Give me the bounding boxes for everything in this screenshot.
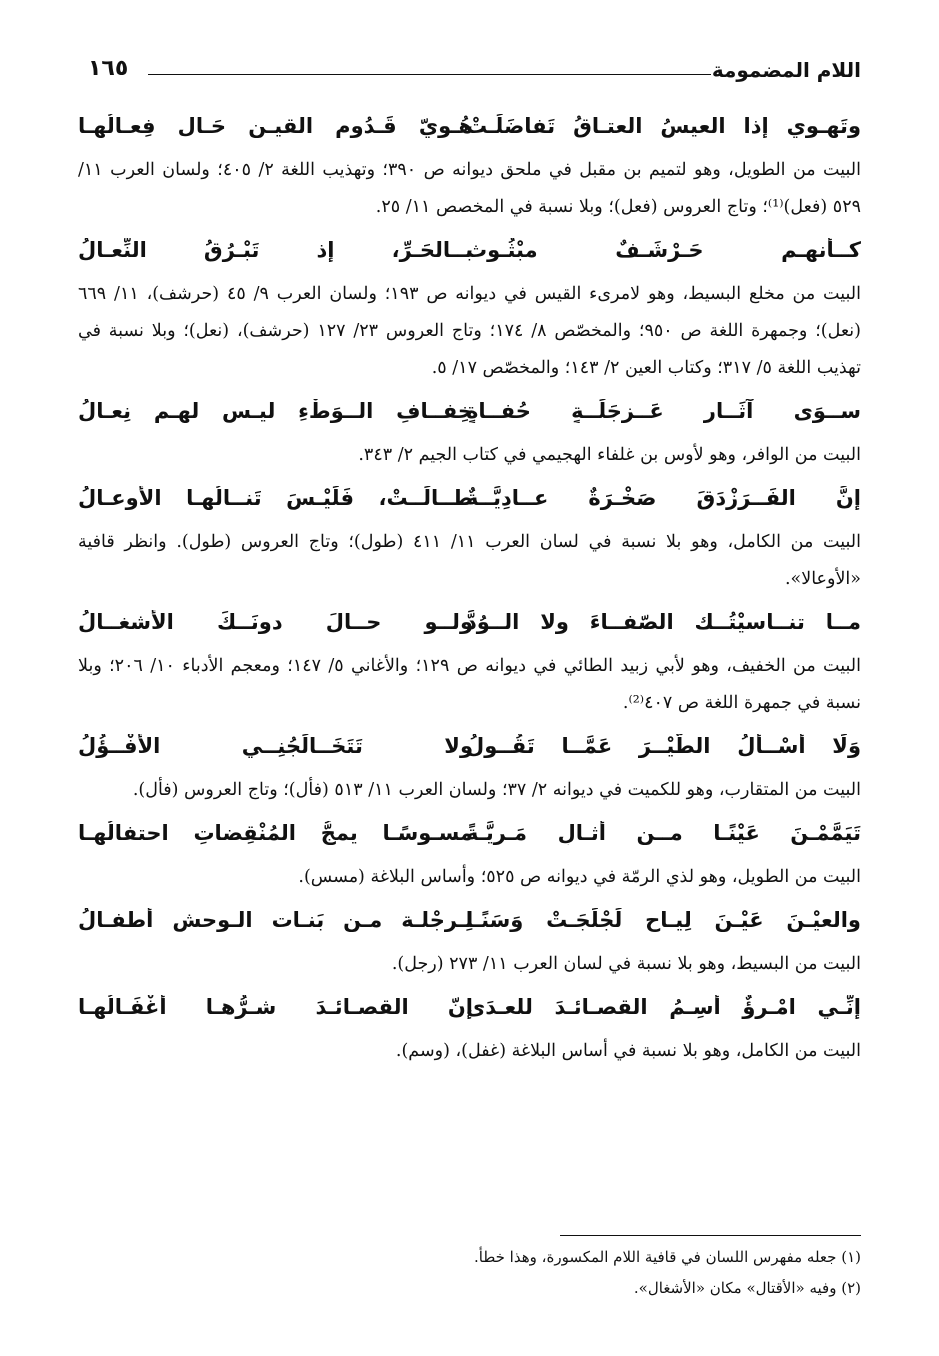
verse <box>78 480 861 524</box>
verse <box>78 815 861 859</box>
entries <box>78 108 861 1076</box>
verse <box>78 232 861 276</box>
footnote-rule <box>560 1235 861 1236</box>
verse <box>78 604 861 648</box>
entry <box>78 728 861 809</box>
verse-second-hemistich: مسـوسًـا يمجُّ المُنْقِضاتِ احتفالُهـا <box>78 821 473 845</box>
verse-note: البيت من الطويل، وهو لذي الرمّة في ديوانه ص ٥٢٥؛ وأساس البلاغة (مسس). <box>298 867 861 887</box>
entry <box>78 815 861 896</box>
verse-first-hemistich: إنِّـي امْـرؤٌ أَسِـمُ القصـائـدَ للعـدَى <box>466 995 861 1019</box>
verse-note: البيت من الكامل، وهو بلا نسبة في أساس البلاغة (غفل)، (وسم). <box>395 1041 861 1061</box>
verse-first-hemistich: إنَّ الفَــرَزْدَقَ صَخْـرَةٌ عــادِيَّــةٌ <box>466 486 861 510</box>
verse-first-hemistich: مــا تنــاسيْتُــك الصّفــاءَ ولا الــوُدَّ <box>466 610 861 634</box>
entry <box>78 604 861 722</box>
verse-first-hemistich: تَيَمَّمْـنَ عَيْنًـا مــن أُثـالٍ مَـرِيَّـةً <box>466 821 861 845</box>
chapter-title: اللام المضمومة <box>711 58 861 82</box>
verse-note: البيت من المتقارب، وهو للكميت في ديوانه ٢/ ٣٧؛ ولسان العرب ١١/ ٥١٣ (فأل)؛ وتاج العروس (فأل). <box>132 780 861 800</box>
verse <box>78 108 861 152</box>
verse-first-hemistich: ســوَى آثَــارِ عَــزجَلَــةٍ حُفــاةٍ <box>466 399 861 423</box>
verse <box>78 393 861 437</box>
footnote: (١) جعله مفهرس اللسان في قافية اللام المكسورة، وهذا خطأ. <box>473 1248 861 1266</box>
verse-note: البيت من الكامل، وهو بلا نسبة في لسان العرب ١١/ ٤١١ (طول)؛ وتاج العروس (طول). وانظر قافية «الأوعالا». <box>78 532 861 589</box>
verse-note: البيت من البسيط، وهو بلا نسبة في لسان العرب ١١/ ٢٧٣ (رجل). <box>391 954 861 974</box>
verse-second-hemistich: ولا تَتَخَــالَجُنِــي الأَفْــؤُلُ <box>78 734 473 758</box>
page-header <box>88 58 861 94</box>
entry <box>78 232 861 387</box>
verse-note: البيت من الطويل، وهو لتميم بن مقبل في ملحق ديوانه ص ٣٩٠؛ وتهذيب اللغة ٢/ ٤٠٥؛ ولسان العرب ١١/ ٥٢٩ (فعل)⁽¹⁾؛ وتاج العروس (فعل)؛ وبلا نسبة في المخصص ١١/ ٢٥. <box>78 160 861 217</box>
verse-first-hemistich: وتَهـوي إذا العيسُ العتـاقُ تَفاضَلَـتْ <box>466 114 861 138</box>
verse-second-hemistich: بــالحَـرِّ، إذ تَبْـرُقُ النِّعـالُ <box>78 238 473 262</box>
entry <box>78 108 861 226</box>
entry <box>78 902 861 983</box>
verse-first-hemistich: كــأنهـم حَـرْشَـفٌ مبْثُـوث <box>466 238 861 262</box>
footnotes <box>78 1242 861 1304</box>
verse-second-hemistich: خِفــافِ الــوَطْءِ ليـس لهـم نِعـالُ <box>78 399 473 423</box>
footnote: (٢) وفيه «الأقتال» مكان «الأشغال». <box>633 1279 861 1297</box>
verse-second-hemistich: لِـرِجْلـة مـن بَنـات الـوحش أطفـالُ <box>78 908 473 932</box>
verse-note: البيت من مخلع البسيط، وهو لامرىء القيس في ديوانه ص ١٩٣؛ ولسان العرب ٩/ ٤٥ (حرشف)، ١١/ ٦٦٩ (نعل)؛ وجمهرة اللغة ص ٩٥٠؛ والمخصّص ٨/ ١٧٤؛ وتاج العروس ٢٣/ ١٢٧ (حرشف)، (نعل)؛ وبلا نسبة في تهذيب اللغة ٥/ ٣١٧؛ وكتاب العين ٢/ ١٤٣؛ والمخصّص ١٧/ ٥. <box>78 284 861 378</box>
entry <box>78 989 861 1070</box>
entry <box>78 480 861 598</box>
entry <box>78 393 861 474</box>
verse-first-hemistich: والعيْـنَ عَيْـنَ لِيـاحٍ لَجْلَجَـتْ وَسَنًـا <box>466 908 861 932</box>
verse-note: البيت من الوافر، وهو لأوس بن غلفاء الهجيمي في كتاب الجيم ٢/ ٣٤٣. <box>358 445 861 465</box>
verse-second-hemistich: هُـويّ قَـدُوم القيـنِ حَـال فِعـالُهـا <box>78 114 473 138</box>
verse <box>78 728 861 772</box>
verse <box>78 902 861 946</box>
verse-second-hemistich: طــالَــتْ، فَلَيْـسَ تَنــالُهـا الأوعـالُ <box>78 486 473 510</box>
verse-note: البيت من الخفيف، وهو لأبي زبيد الطائي في ديوانه ص ١٢٩؛ والأغاني ٥/ ١٤٧؛ ومعجم الأدباء ١٠/ ٢٠٦؛ وبلا نسبة في جمهرة اللغة ص ٤٠٧⁽²⁾. <box>78 656 861 713</box>
header-rule <box>148 74 711 75</box>
verse-second-hemistich: ولــو حــالَ دونَــكَ الأشغــالُ <box>78 610 473 634</box>
verse <box>78 989 861 1033</box>
verse-first-hemistich: وَلَا أَسْــأَلُ الطَّيْــرَ عَمَّــا تَقُــولُ <box>466 734 861 758</box>
page-number: ١٦٥ <box>88 56 129 81</box>
verse-second-hemistich: إنّ القصـائـدَ شـرُّهـا أغْفَـالُهـا <box>78 995 473 1019</box>
